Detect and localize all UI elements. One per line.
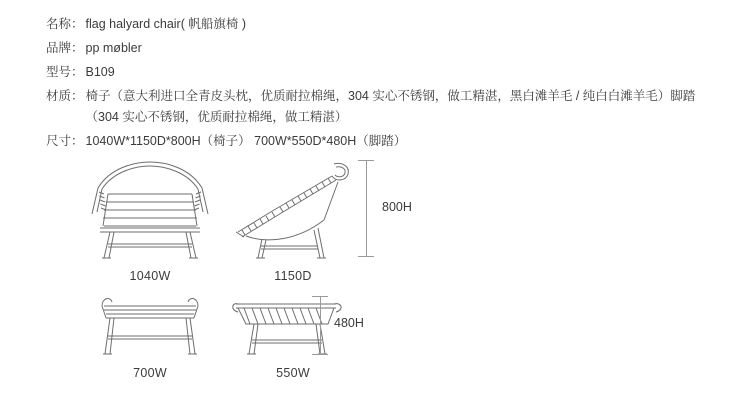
spec-row-brand: [46, 38, 706, 59]
dimension-drawings: [0, 150, 750, 400]
chair-front-view-figure: [88, 158, 212, 283]
chair-height-dim-tick-bottom: [358, 256, 374, 257]
spec-row-name: [46, 14, 706, 35]
spec-value-name: flag halyard chair( 帆船旗椅 ): [85, 17, 246, 31]
spec-row-model: [46, 62, 706, 83]
chair-height-dim-tick-top: [358, 160, 374, 161]
chair-height-label: 800H: [382, 200, 412, 214]
footstool-front-view-figure: [88, 290, 212, 380]
stool-height-dim-line: [320, 296, 321, 354]
chair-side-view-drawing: [228, 158, 358, 263]
footstool-side-view-figure: [228, 290, 358, 380]
product-spec-list: [46, 14, 706, 155]
footstool-side-view-caption: 550W: [276, 366, 310, 380]
spec-label-name: 名称：: [46, 17, 84, 31]
spec-row-material: [46, 86, 706, 128]
footstool-front-view-drawing: [88, 290, 212, 360]
spec-value-material: 椅子（意大利进口全青皮头枕，优质耐拉棉绳，304 实心不锈钢，做工精湛，黑白滩羊毛 / 纯白白滩羊毛）脚踏（304 实心不锈钢，优质耐拉棉绳，做工精湛）: [85, 89, 696, 124]
stool-height-dim-tick-top: [312, 296, 328, 297]
chair-side-view-caption: 1150D: [274, 269, 312, 283]
spec-row-size: [46, 131, 706, 152]
chair-side-view-figure: [228, 158, 358, 283]
stool-height-dim-tick-bottom: [312, 354, 328, 355]
chair-front-view-drawing: [88, 158, 212, 263]
spec-value-size: 1040W*1150D*800H（椅子） 700W*550D*480H（脚踏）: [85, 134, 407, 148]
spec-label-model: 型号：: [46, 65, 84, 79]
chair-height-dim-line: [366, 160, 367, 256]
spec-label-brand: 品牌：: [46, 41, 84, 55]
spec-label-size: 尺寸：: [46, 134, 84, 148]
spec-label-material: 材质：: [46, 89, 84, 103]
chair-front-view-caption: 1040W: [129, 269, 171, 283]
footstool-front-view-caption: 700W: [133, 366, 167, 380]
stool-height-label: 480H: [334, 316, 364, 330]
spec-value-model: B109: [85, 65, 115, 79]
spec-value-brand: pp møbler: [85, 41, 142, 55]
